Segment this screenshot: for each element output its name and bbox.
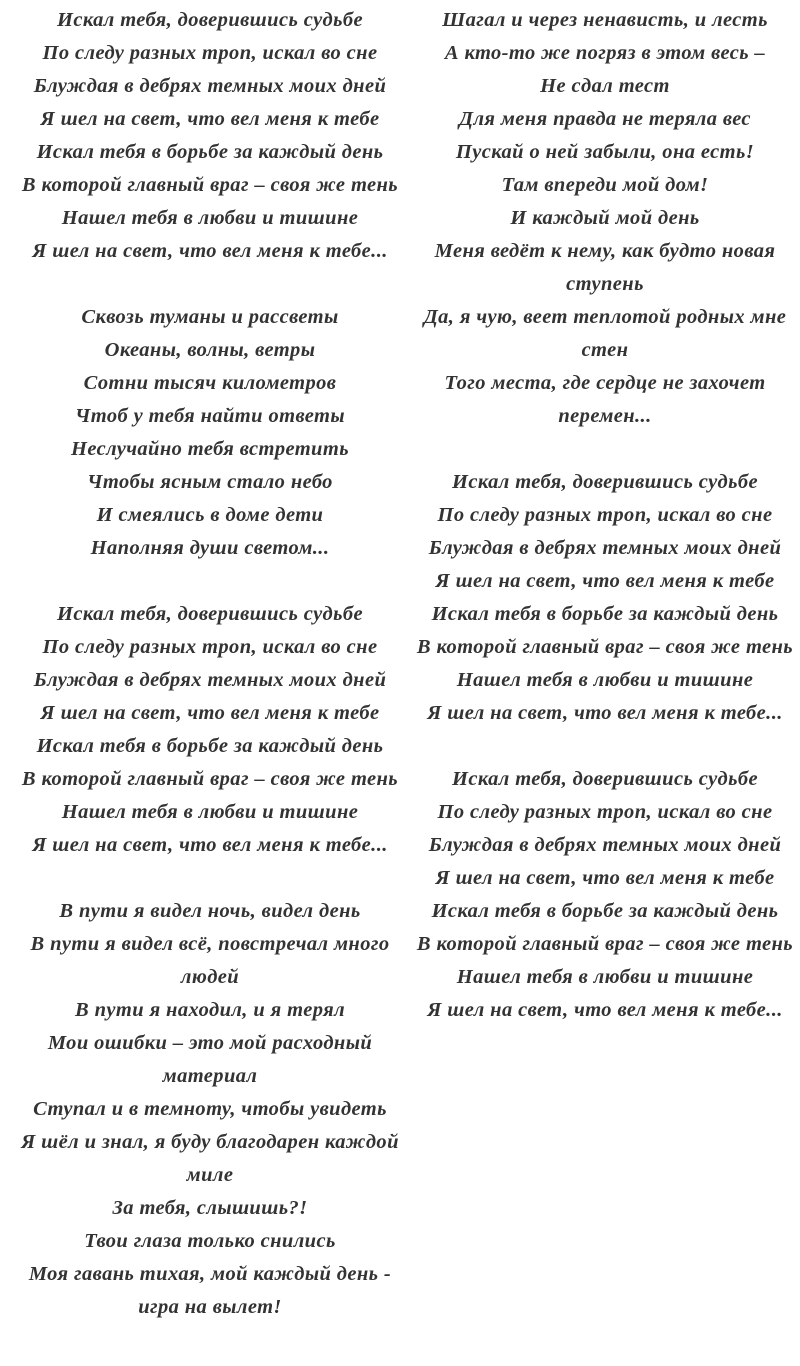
lyric-line: Я шел на свет, что вел меня к тебе bbox=[40, 108, 380, 130]
lyric-line: Искал тебя, доверившись судьбе bbox=[451, 471, 759, 493]
lyric-line: В пути я видел всё, повстречал много людей bbox=[30, 933, 390, 988]
lyric-line: Чтобы ясным стало небо bbox=[87, 471, 333, 493]
lyric-line: Не сдал тест bbox=[540, 75, 670, 97]
stanza bbox=[8, 895, 412, 1324]
lyric-line: В которой главный враг – своя же тень bbox=[21, 768, 399, 790]
lyric-line: Мои ошибки – это мой расходный материал bbox=[47, 1032, 373, 1087]
lyric-line: Я шел на свет, что вел меня к тебе bbox=[40, 702, 380, 724]
lyric-line: По следу разных троп, искал во сне bbox=[437, 801, 773, 823]
stanza bbox=[414, 763, 796, 1027]
lyric-line: Я шел на свет, что вел меня к тебе... bbox=[32, 834, 388, 856]
lyric-line: Нашел тебя в любви и тишине bbox=[61, 801, 359, 823]
lyric-line: Я шел на свет, что вел меня к тебе... bbox=[427, 702, 783, 724]
lyric-line: Сквозь туманы и рассветы bbox=[81, 306, 339, 328]
lyric-line: Сотни тысяч километров bbox=[83, 372, 337, 394]
stanza bbox=[8, 598, 412, 862]
lyric-line: А кто-то же погряз в этом весь – bbox=[444, 42, 766, 64]
lyric-line: Наполняя души светом... bbox=[90, 537, 330, 559]
lyric-line: Да, я чую, веет теплотой родных мне стен bbox=[423, 306, 787, 361]
lyric-line: Нашел тебя в любви и тишине bbox=[456, 669, 754, 691]
lyric-line: В пути я видел ночь, видел день bbox=[59, 900, 361, 922]
lyric-line: В которой главный враг – своя же тень bbox=[21, 174, 399, 196]
lyric-line: Блуждая в дебрях темных моих дней bbox=[428, 537, 782, 559]
lyric-line: Я шел на свет, что вел меня к тебе bbox=[435, 570, 775, 592]
lyric-line: Искал тебя, доверившись судьбе bbox=[56, 603, 364, 625]
lyric-line: Я шел на свет, что вел меня к тебе... bbox=[427, 999, 783, 1021]
lyric-line: Искал тебя, доверившись судьбе bbox=[56, 9, 364, 31]
lyric-line: Нашел тебя в любви и тишине bbox=[61, 207, 359, 229]
lyric-line: Там впереди мой дом! bbox=[501, 174, 709, 196]
lyric-line: Искал тебя в борьбе за каждый день bbox=[431, 603, 779, 625]
lyric-line: Я шел на свет, что вел меня к тебе bbox=[435, 867, 775, 889]
lyric-line: По следу разных троп, искал во сне bbox=[437, 504, 773, 526]
lyric-line: Твои глаза только снились bbox=[84, 1230, 336, 1252]
stanza bbox=[414, 4, 796, 433]
lyric-line: Искал тебя в борьбе за каждый день bbox=[431, 900, 779, 922]
lyric-line: Блуждая в дебрях темных моих дней bbox=[33, 75, 387, 97]
lyric-line: Искал тебя в борьбе за каждый день bbox=[36, 141, 384, 163]
lyric-line: Шагал и через ненависть, и лесть bbox=[442, 9, 768, 31]
lyric-line: Того места, где сердце не захочет перемен... bbox=[444, 372, 766, 427]
lyric-line: Ступал и в темноту, чтобы увидеть bbox=[33, 1098, 387, 1120]
stanza bbox=[8, 301, 412, 565]
lyric-line: Искал тебя, доверившись судьбе bbox=[451, 768, 759, 790]
lyric-line: В которой главный враг – своя же тень bbox=[416, 933, 794, 955]
lyric-line: Для меня правда не теряла вес bbox=[459, 108, 751, 130]
lyric-line: Я шел на свет, что вел меня к тебе... bbox=[32, 240, 388, 262]
lyric-line: Я шёл и знал, я буду благодарен каждой миле bbox=[21, 1131, 399, 1186]
lyric-line: Блуждая в дебрях темных моих дней bbox=[428, 834, 782, 856]
lyric-line: В которой главный враг – своя же тень bbox=[416, 636, 794, 658]
lyrics-column-right bbox=[414, 4, 796, 1060]
lyric-line: Меня ведёт к нему, как будто новая ступень bbox=[434, 240, 776, 295]
lyric-line: Чтоб у тебя найти ответы bbox=[75, 405, 345, 427]
lyric-line: Океаны, волны, ветры bbox=[104, 339, 316, 361]
lyric-line: Моя гавань тихая, мой каждый день - игра на вылет! bbox=[28, 1263, 392, 1318]
lyric-line: По следу разных троп, искал во сне bbox=[42, 42, 378, 64]
lyric-line: И смеялись в доме дети bbox=[96, 504, 324, 526]
lyric-line: За тебя, слышишь?! bbox=[112, 1197, 308, 1219]
stanza bbox=[414, 466, 796, 730]
lyric-line: Пускай о ней забыли, она есть! bbox=[455, 141, 755, 163]
lyric-line: Неслучайно тебя встретить bbox=[71, 438, 349, 460]
lyric-line: И каждый мой день bbox=[510, 207, 700, 229]
lyric-line: В пути я находил, и я терял bbox=[75, 999, 345, 1021]
stanza bbox=[8, 4, 412, 268]
lyric-line: Блуждая в дебрях темных моих дней bbox=[33, 669, 387, 691]
lyric-line: По следу разных троп, искал во сне bbox=[42, 636, 378, 658]
lyrics-column-left bbox=[8, 4, 412, 1357]
lyric-line: Искал тебя в борьбе за каждый день bbox=[36, 735, 384, 757]
lyric-line: Нашел тебя в любви и тишине bbox=[456, 966, 754, 988]
